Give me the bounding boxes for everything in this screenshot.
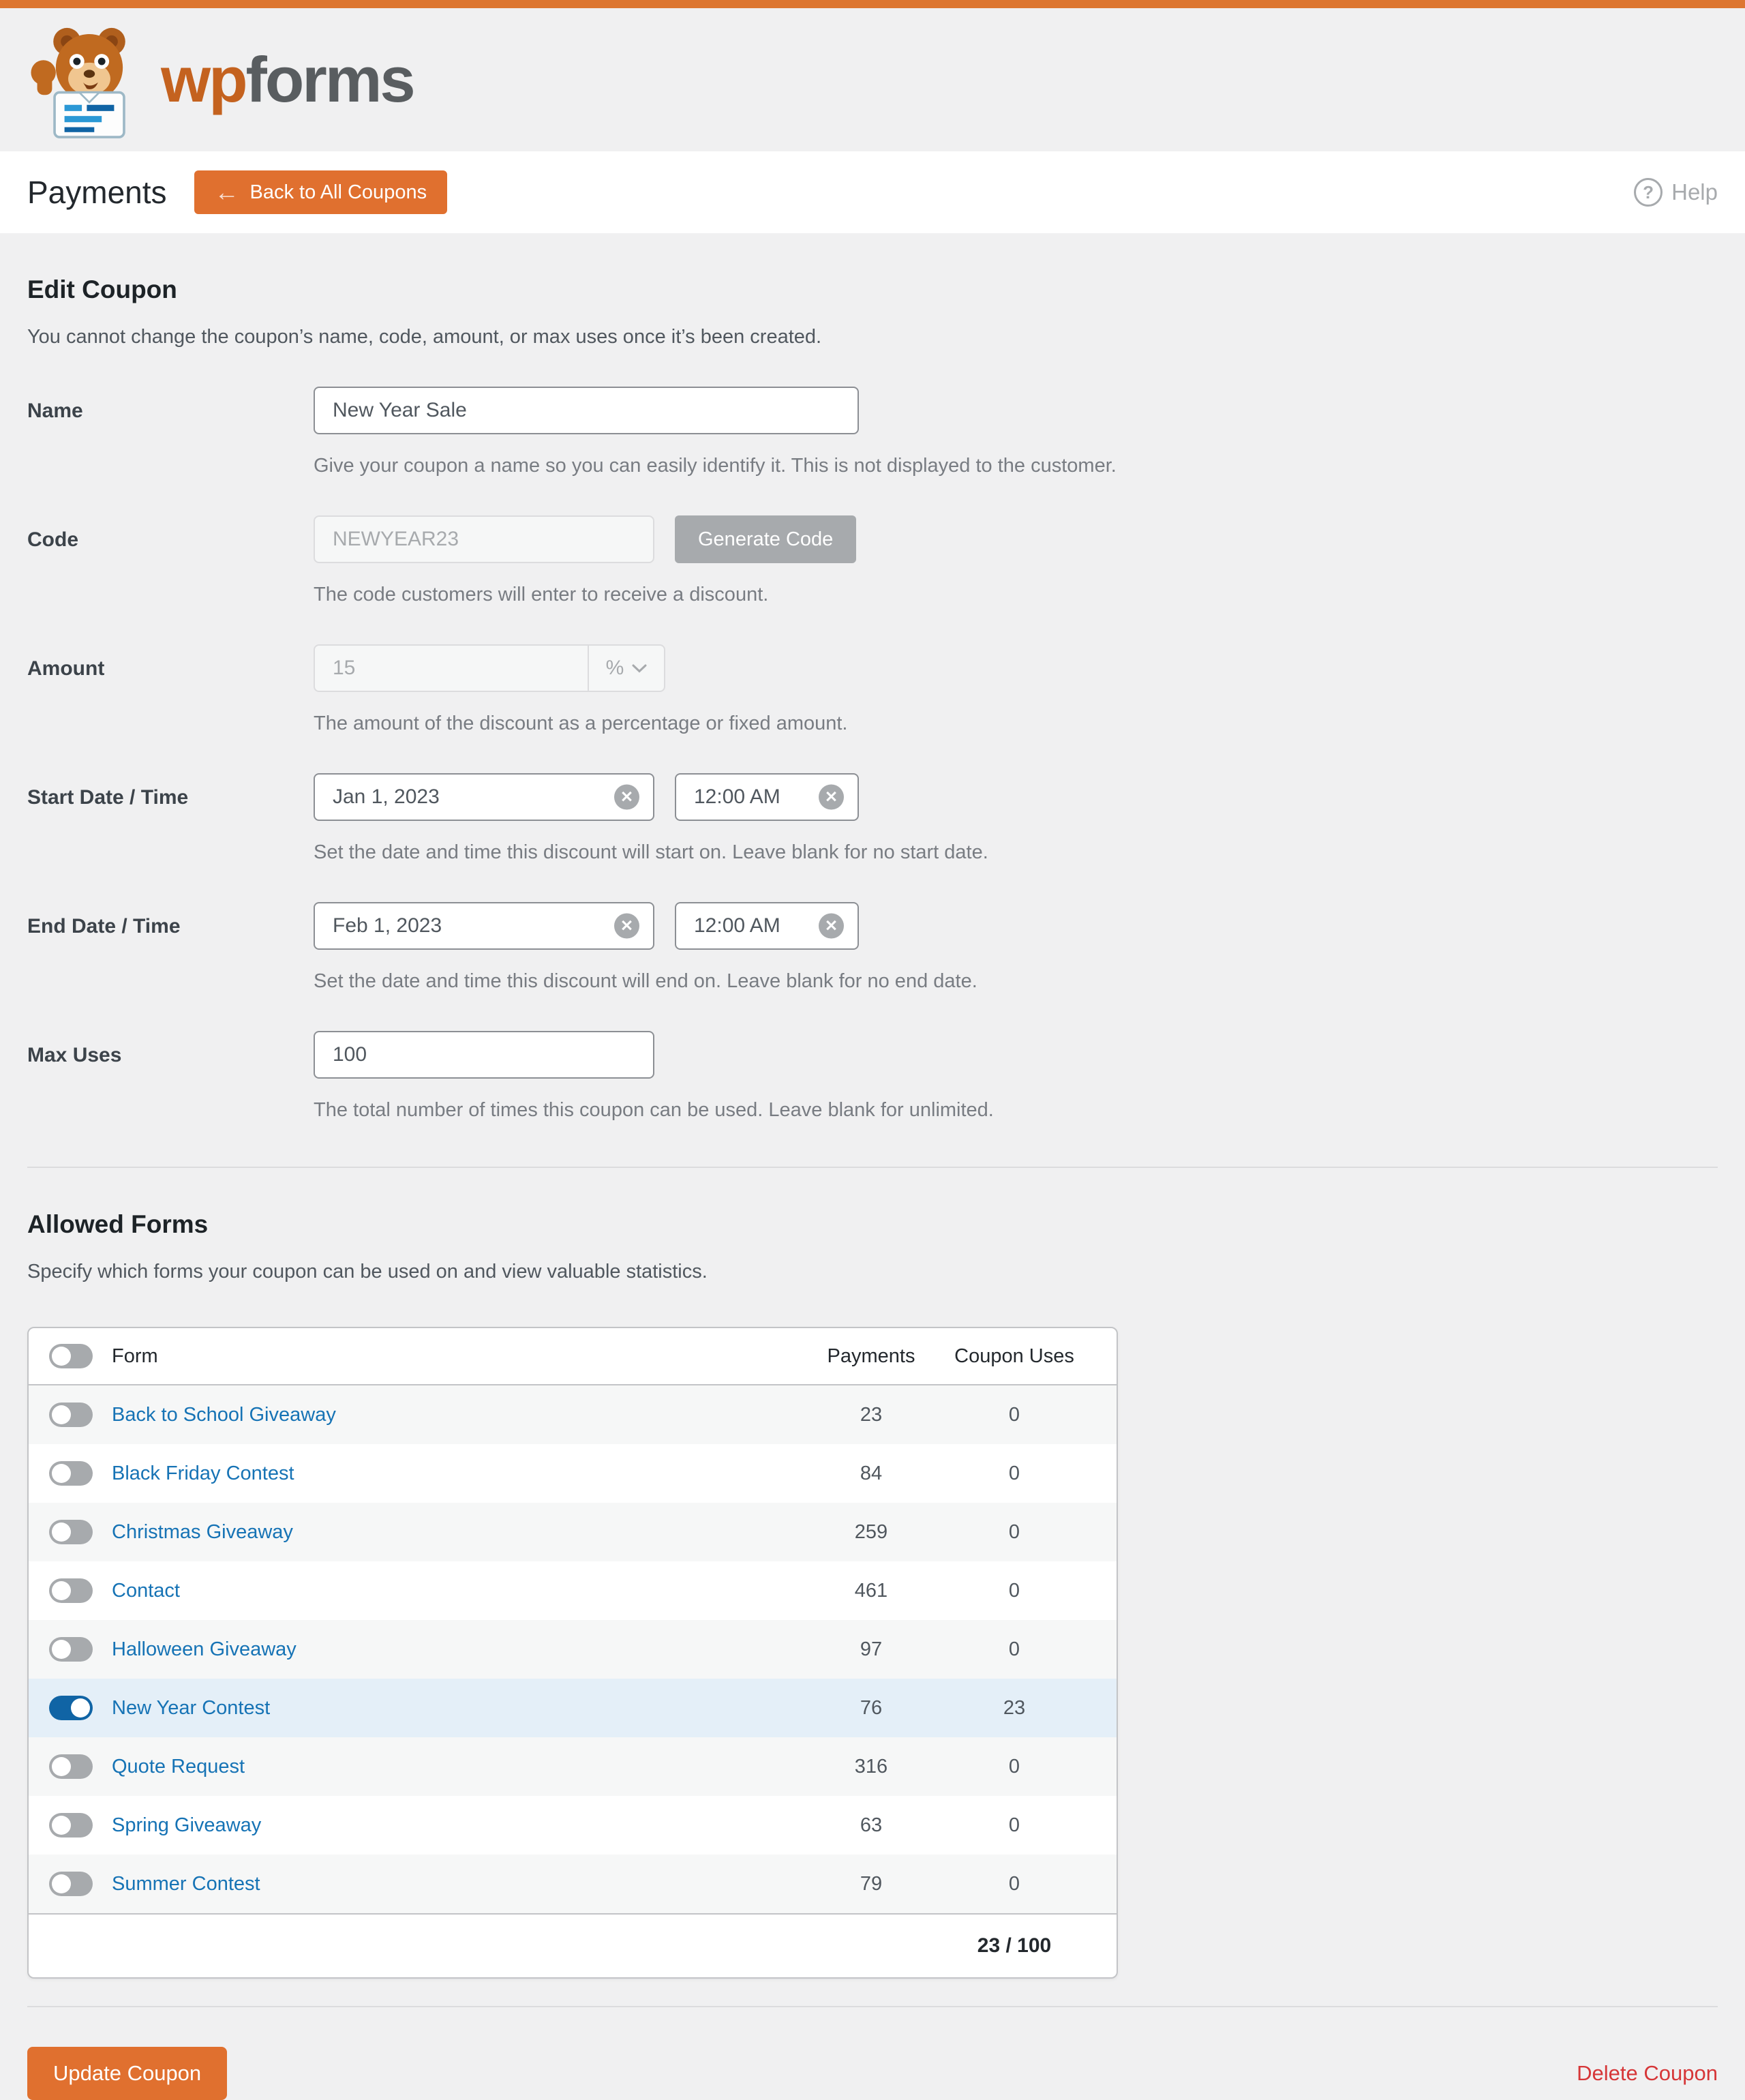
uses-count: 0 — [1008, 1638, 1020, 1660]
form-link[interactable]: Contact — [112, 1579, 180, 1602]
delete-coupon-link[interactable]: Delete Coupon — [1577, 2061, 1718, 2085]
wpforms-wordmark — [161, 43, 414, 117]
form-toggle[interactable] — [49, 1872, 93, 1896]
uses-count: 0 — [1008, 1872, 1020, 1895]
table-footer-row — [29, 1913, 1117, 1977]
name-helper-text: Give your coupon a name so you can easily identify it. This is not displayed to the customer. — [314, 455, 1117, 477]
uses-count: 0 — [1008, 1579, 1020, 1602]
form-link[interactable]: Halloween Giveaway — [112, 1638, 297, 1660]
table-row — [29, 1796, 1117, 1855]
toggle-knob — [52, 1522, 71, 1542]
back-arrow-icon: ← — [214, 178, 239, 206]
app-header — [0, 8, 1745, 151]
table-row — [29, 1679, 1117, 1737]
form-toggle[interactable] — [49, 1578, 93, 1603]
start-date-input[interactable] — [314, 773, 654, 821]
toggle-knob — [52, 1816, 71, 1835]
name-label: Name — [27, 400, 83, 422]
payments-count: 76 — [860, 1696, 883, 1719]
coupon-uses-total: 23 / 100 — [977, 1934, 1052, 1957]
table-row — [29, 1620, 1117, 1679]
start-helper-text: Set the date and time this discount will start on. Leave blank for no start date. — [314, 841, 988, 863]
max-uses-field-row — [27, 1031, 1718, 1122]
toggle-knob — [71, 1698, 90, 1717]
edit-coupon-title: Edit Coupon — [27, 275, 177, 303]
table-row — [29, 1855, 1117, 1913]
wordmark-forms: forms — [245, 44, 414, 115]
payments-count: 316 — [854, 1755, 888, 1777]
toggle-knob — [52, 1581, 71, 1600]
allowed-forms-description: Specify which forms your coupon can be used on and view valuable statistics. — [27, 1261, 708, 1282]
uses-count: 0 — [1008, 1520, 1020, 1543]
wordmark-wp: wp — [161, 44, 246, 115]
back-to-all-coupons-button[interactable] — [194, 170, 448, 214]
form-toggle[interactable] — [49, 1520, 93, 1544]
help-question-icon: ? — [1634, 178, 1663, 207]
toggle-knob — [52, 1347, 71, 1366]
wpforms-bear-icon — [27, 20, 151, 145]
form-link[interactable]: Black Friday Contest — [112, 1462, 294, 1484]
table-row — [29, 1385, 1117, 1444]
form-toggle[interactable] — [49, 1402, 93, 1427]
max-uses-label: Max Uses — [27, 1044, 122, 1066]
payments-count: 23 — [860, 1403, 883, 1426]
form-link[interactable]: New Year Contest — [112, 1696, 271, 1719]
bottom-divider — [27, 2006, 1718, 2007]
clear-end-time-icon[interactable]: ✕ — [819, 914, 844, 939]
clear-start-time-icon[interactable]: ✕ — [819, 785, 844, 810]
help-label: Help — [1671, 179, 1718, 205]
uses-column-header: Coupon Uses — [954, 1345, 1074, 1367]
start-label: Start Date / Time — [27, 786, 189, 809]
uses-count: 0 — [1008, 1462, 1020, 1484]
wpforms-logo — [27, 15, 414, 145]
end-helper-text: Set the date and time this discount will end on. Leave blank for no end date. — [314, 970, 977, 992]
form-toggle[interactable] — [49, 1813, 93, 1837]
payments-count: 97 — [860, 1638, 883, 1660]
form-toggle[interactable] — [49, 1754, 93, 1779]
amount-input — [315, 646, 588, 691]
code-label: Code — [27, 528, 78, 551]
help-link[interactable] — [1634, 178, 1718, 207]
clear-start-date-icon[interactable]: ✕ — [614, 785, 639, 810]
max-uses-helper-text: The total number of times this coupon can be used. Leave blank for unlimited. — [314, 1099, 994, 1121]
uses-count: 0 — [1008, 1403, 1020, 1426]
uses-count: 0 — [1008, 1814, 1020, 1836]
amount-label: Amount — [27, 657, 105, 680]
payments-column-header: Payments — [827, 1345, 915, 1367]
max-uses-input[interactable] — [314, 1031, 654, 1079]
start-field-row — [27, 773, 1718, 864]
form-actions — [27, 2047, 1718, 2100]
payments-count: 79 — [860, 1872, 883, 1895]
end-field-row — [27, 902, 1718, 993]
table-body — [29, 1385, 1117, 1913]
form-column-header: Form — [112, 1345, 158, 1367]
name-field-row — [27, 387, 1718, 477]
toggle-knob — [52, 1640, 71, 1659]
payments-count: 259 — [854, 1520, 888, 1543]
amount-input-group — [314, 644, 665, 692]
name-input[interactable] — [314, 387, 859, 434]
page-header-bar — [0, 151, 1745, 233]
end-date-input[interactable] — [314, 902, 654, 950]
amount-unit-select — [588, 646, 664, 691]
uses-count: 23 — [1003, 1696, 1026, 1719]
toggle-knob — [52, 1757, 71, 1776]
form-toggle[interactable] — [49, 1461, 93, 1486]
amount-field-row — [27, 644, 1718, 735]
edit-coupon-description: You cannot change the coupon’s name, code, amount, or max uses once it’s been created. — [27, 326, 822, 348]
toggle-knob — [52, 1874, 71, 1893]
page-title: Payments — [27, 175, 167, 210]
allowed-forms-table — [27, 1327, 1118, 1979]
form-link[interactable]: Christmas Giveaway — [112, 1520, 293, 1543]
code-input — [314, 515, 654, 563]
code-field-row — [27, 515, 1718, 606]
amount-unit-value: % — [605, 657, 624, 679]
toggle-knob — [52, 1464, 71, 1483]
form-link[interactable]: Quote Request — [112, 1755, 245, 1777]
form-link[interactable]: Summer Contest — [112, 1872, 260, 1895]
payments-count: 63 — [860, 1814, 883, 1836]
table-header-row — [29, 1328, 1117, 1385]
amount-helper-text: The amount of the discount as a percentage or fixed amount. — [314, 712, 848, 734]
end-label: End Date / Time — [27, 915, 181, 937]
table-row — [29, 1444, 1117, 1503]
form-toggle[interactable] — [49, 1637, 93, 1662]
code-helper-text: The code customers will enter to receive a discount. — [314, 584, 769, 605]
allowed-forms-title: Allowed Forms — [27, 1210, 209, 1238]
table-row — [29, 1503, 1117, 1561]
form-link[interactable]: Spring Giveaway — [112, 1814, 262, 1836]
back-button-label: Back to All Coupons — [249, 181, 427, 203]
top-accent-bar — [0, 0, 1745, 8]
payments-count: 461 — [854, 1579, 888, 1602]
main-content — [0, 233, 1745, 2100]
form-link[interactable]: Back to School Giveaway — [112, 1403, 336, 1426]
payments-count: 84 — [860, 1462, 883, 1484]
table-row — [29, 1737, 1117, 1796]
toggle-knob — [52, 1405, 71, 1424]
generate-code-button: Generate Code — [675, 515, 856, 563]
toggle-all-forms[interactable] — [49, 1344, 93, 1368]
uses-count: 0 — [1008, 1755, 1020, 1777]
update-coupon-button[interactable]: Update Coupon — [27, 2047, 227, 2100]
form-toggle[interactable] — [49, 1696, 93, 1720]
chevron-down-icon — [632, 664, 647, 673]
clear-end-date-icon[interactable]: ✕ — [614, 914, 639, 939]
table-row — [29, 1561, 1117, 1620]
